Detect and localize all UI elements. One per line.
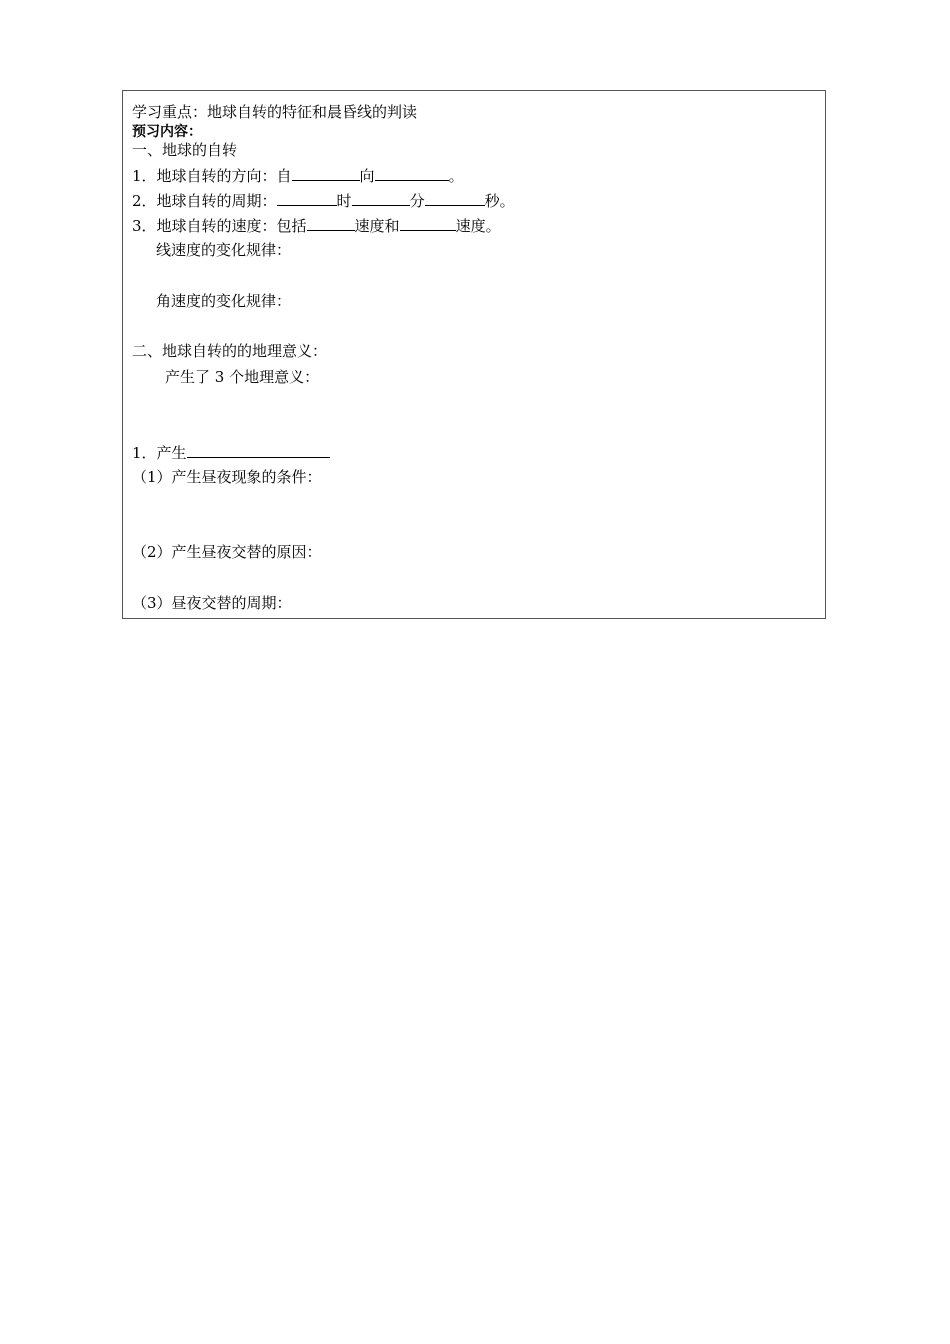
q2-text-b: 时 [336, 192, 352, 210]
study-focus: 学习重点：地球自转的特征和晨昏线的判读 [132, 103, 418, 121]
q2-text-d: 秒。 [484, 192, 515, 210]
angular-velocity-rule: 角速度的变化规律： [156, 292, 292, 310]
sub-question-1: （1）产生昼夜现象的条件： [132, 468, 322, 486]
q3-text-b: 速度和 [354, 217, 400, 235]
blank-direction-to[interactable] [375, 166, 449, 181]
point-1 [132, 443, 330, 462]
q3-text-c: 速度。 [455, 217, 501, 235]
blank-speed-type-1[interactable] [307, 216, 355, 231]
section-2-title: 二、地球自转的的地理意义： [132, 342, 328, 360]
point-1-label: 1．产生 [132, 444, 187, 462]
blank-direction-from[interactable] [292, 166, 360, 181]
blank-point-1[interactable] [187, 443, 330, 458]
question-3 [132, 216, 501, 235]
q1-text-c: 。 [448, 167, 464, 185]
q3-text-a: 3．地球自转的速度：包括 [132, 217, 307, 235]
q2-text-c: 分 [409, 192, 425, 210]
q1-text-a: 1．地球自转的方向：自 [132, 167, 292, 185]
sub-question-3: （3）昼夜交替的周期： [132, 594, 292, 612]
blank-speed-type-2[interactable] [400, 216, 456, 231]
blank-minutes[interactable] [352, 191, 410, 206]
blank-seconds[interactable] [425, 191, 485, 206]
section-1-title: 一、地球的自转 [132, 141, 238, 159]
q1-text-b: 向 [359, 167, 375, 185]
preview-heading: 预习内容： [132, 124, 202, 140]
sub-question-2: （2）产生昼夜交替的原因： [132, 543, 322, 561]
blank-hours[interactable] [277, 191, 337, 206]
question-1 [132, 166, 464, 185]
three-meanings: 产生了 3 个地理意义： [165, 368, 320, 386]
linear-velocity-rule: 线速度的变化规律： [156, 241, 292, 259]
question-2 [132, 191, 515, 210]
q2-text-a: 2．地球自转的周期： [132, 192, 277, 210]
